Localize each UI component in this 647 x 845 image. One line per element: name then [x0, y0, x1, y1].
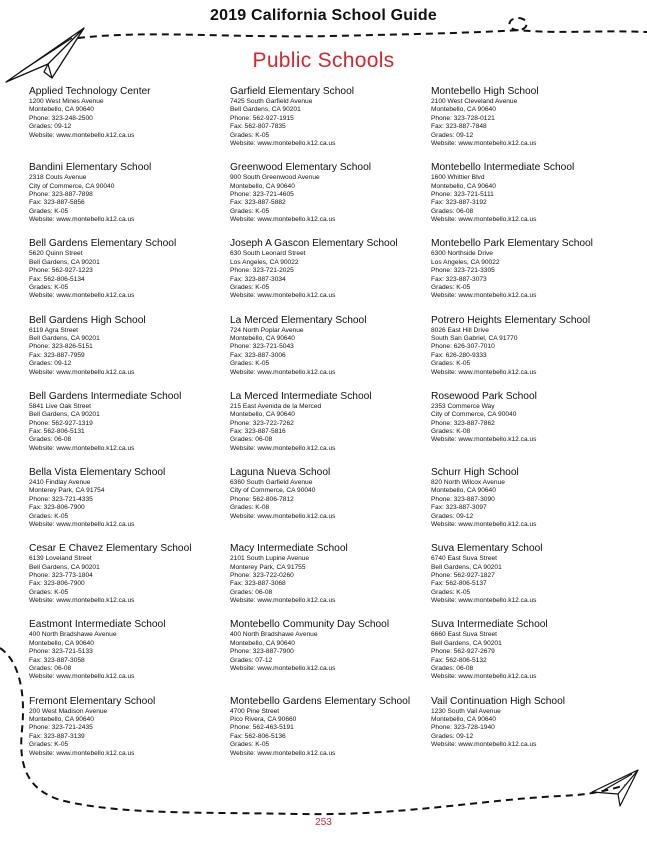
school-name: Bell Gardens Intermediate School [29, 390, 182, 402]
school-phone: Phone: 323-721-4335 [29, 495, 93, 503]
school-entry [29, 391, 229, 467]
school-phone: Phone: 323-887-7862 [431, 419, 495, 427]
school-city: Bell Gardens, CA 90201 [230, 106, 301, 114]
school-address: 6360 South Garfield Avenue [230, 478, 313, 486]
school-city: Montebello, CA 90640 [230, 411, 295, 419]
school-city: Montebello, CA 90640 [230, 334, 295, 342]
school-address: 4700 Pine Street [230, 707, 280, 715]
school-address: 820 North Wilcox Avenue [431, 478, 505, 486]
school-website: Website: www.montebello.k12.ca.us [29, 216, 135, 224]
school-entry [29, 696, 229, 772]
school-website: Website: www.montebello.k12.ca.us [230, 749, 336, 757]
school-name: Montebello Park Elementary School [431, 238, 593, 250]
school-phone: Phone: 323-721-2435 [29, 724, 93, 732]
school-address: 2410 Findlay Avenue [29, 478, 91, 486]
school-entry [230, 696, 430, 772]
school-phone: Phone: 562-927-1223 [29, 267, 93, 275]
school-address: 2353 Commerce Way [431, 402, 495, 410]
school-address: 5620 Quinn Street [29, 250, 83, 258]
school-website: Website: www.montebello.k12.ca.us [230, 140, 336, 148]
school-city: Montebello, CA 90640 [230, 639, 295, 647]
school-name: Bell Gardens High School [29, 314, 146, 326]
school-address: 5841 Live Oak Street [29, 402, 91, 410]
school-phone: Phone: 323-773-1804 [29, 571, 93, 579]
school-entry [431, 162, 631, 238]
school-name: Suva Elementary School [431, 543, 543, 555]
school-name: Applied Technology Center [29, 86, 151, 97]
school-fax: Fax: 323-887-3068 [230, 580, 286, 588]
school-city: Bell Gardens, CA 90201 [29, 258, 100, 266]
school-grades: Grades: 06-08 [230, 588, 273, 596]
school-entry [230, 391, 430, 467]
school-entry [29, 543, 229, 619]
school-city: Montebello, CA 90640 [431, 182, 496, 190]
school-entry [230, 86, 430, 162]
school-grades: Grades: 09-12 [29, 123, 72, 131]
school-name: Suva Intermediate School [431, 619, 548, 631]
school-phone: Phone: 323-728-1940 [431, 724, 495, 732]
school-name: Potrero Heights Elementary School [431, 314, 591, 326]
school-name: Montebello Intermediate School [431, 162, 575, 174]
school-fax: Fax: 562-806-5131 [29, 427, 85, 435]
school-city: City of Commerce, CA 90040 [431, 411, 517, 419]
school-phone: Phone: 323-721-5043 [230, 343, 294, 351]
school-address: 2101 South Lupine Avenue [230, 555, 310, 563]
school-fax: Fax: 562-807-7835 [230, 123, 286, 131]
school-city: South San Gabriel, CA 91770 [431, 334, 518, 342]
school-fax: Fax: 562-806-5134 [29, 275, 85, 283]
school-address: 1230 South Vail Avenue [431, 707, 501, 715]
school-phone: Phone: 562-927-1915 [230, 114, 294, 122]
school-phone: Phone: 323-728-0121 [431, 114, 495, 122]
school-entry [29, 619, 229, 695]
school-address: 724 North Poplar Avenue [230, 326, 304, 334]
school-fax: Fax: 323-887-7848 [431, 123, 487, 131]
school-column-1 [29, 86, 229, 772]
school-address: 200 West Madison Avenue [29, 707, 108, 715]
school-website: Website: www.montebello.k12.ca.us [431, 520, 537, 528]
school-website: Website: www.montebello.k12.ca.us [29, 673, 135, 681]
school-grades: Grades: K-08 [230, 504, 270, 512]
school-phone: Phone: 562-463-5191 [230, 724, 294, 732]
school-grades: Grades: 06-08 [431, 664, 474, 672]
school-name: Bell Gardens Elementary School [29, 238, 177, 250]
school-address: 6740 East Suva Street [431, 555, 497, 563]
school-name: Vail Continuation High School [431, 695, 566, 707]
school-address: 6139 Loveland Street [29, 555, 92, 563]
school-grades: Grades: 09-12 [29, 360, 72, 368]
school-fax: Fax: 323-887-3058 [29, 656, 85, 664]
school-city: Bell Gardens, CA 90201 [29, 563, 100, 571]
section-title: Public Schools [252, 49, 395, 72]
school-website: Website: www.montebello.k12.ca.us [29, 131, 135, 139]
school-name: Rosewood Park School [431, 390, 537, 402]
school-name: La Merced Intermediate School [230, 390, 372, 402]
school-grades: Grades: K-05 [230, 207, 270, 215]
school-city: Montebello, CA 90640 [431, 715, 496, 723]
school-phone: Phone: 323-721-2025 [230, 267, 294, 275]
school-name: Montebello High School [431, 86, 539, 97]
school-phone: Phone: 323-887-7900 [230, 648, 294, 656]
school-fax: Fax: 323-887-3192 [431, 199, 487, 207]
school-grades: Grades: 07-12 [230, 656, 273, 664]
school-fax: Fax: 626-280-9333 [431, 351, 487, 359]
school-website: Website: www.montebello.k12.ca.us [431, 140, 537, 148]
school-website: Website: www.montebello.k12.ca.us [230, 368, 336, 376]
school-website: Website: www.montebello.k12.ca.us [431, 292, 537, 300]
school-name: Schurr High School [431, 466, 519, 478]
school-phone: Phone: 323-248-2500 [29, 114, 93, 122]
school-city: City of Commerce, CA 90040 [29, 182, 115, 190]
school-city: Montebello, CA 90640 [431, 487, 496, 495]
school-grades: Grades: K-05 [431, 284, 471, 291]
school-fax: Fax: 323-887-3006 [230, 351, 286, 359]
school-name: Montebello Community Day School [230, 619, 390, 631]
school-phone: Phone: 323-721-3305 [431, 267, 495, 275]
school-entry [29, 315, 229, 391]
school-grades: Grades: K-05 [29, 741, 69, 749]
school-website: Website: www.montebello.k12.ca.us [230, 664, 336, 672]
school-phone: Phone: 323-721-5133 [29, 648, 93, 656]
school-website: Website: www.montebello.k12.ca.us [230, 512, 336, 520]
school-grades: Grades: 06-08 [230, 436, 273, 444]
school-grades: Grades: 06-08 [29, 436, 72, 444]
school-entry [29, 86, 229, 162]
school-grades: Grades: K-05 [230, 284, 270, 291]
school-phone: Phone: 562-806-7812 [230, 495, 294, 503]
school-fax: Fax: 323-887-7959 [29, 351, 85, 359]
school-entry [431, 238, 631, 314]
school-phone: Phone: 323-722-0260 [230, 571, 294, 579]
school-entry [29, 467, 229, 543]
school-phone: Phone: 626-307-7010 [431, 343, 495, 351]
school-grades: Grades: 09-12 [431, 131, 474, 139]
school-city: Montebello, CA 90640 [29, 106, 94, 114]
school-column-3 [431, 86, 631, 772]
school-phone: Phone: 323-721-5111 [431, 191, 494, 198]
school-phone: Phone: 323-887-7898 [29, 191, 93, 198]
school-city: Los Angeles, CA 90022 [431, 258, 500, 266]
school-website: Website: www.montebello.k12.ca.us [431, 741, 537, 749]
school-grades: Grades: K-05 [431, 360, 471, 368]
school-grades: Grades: 06-08 [29, 664, 72, 672]
school-website: Website: www.montebello.k12.ca.us [230, 292, 336, 300]
school-address: 630 South Leonard Street [230, 250, 306, 258]
school-entry [29, 162, 229, 238]
school-city: Montebello, CA 90640 [29, 715, 94, 723]
school-fax: Fax: 323-887-3097 [431, 504, 487, 512]
school-entry [230, 162, 430, 238]
school-entry [431, 619, 631, 695]
school-entry [29, 238, 229, 314]
school-address: 900 South Greenwood Avenue [230, 174, 320, 182]
paper-plane-small-icon [592, 770, 638, 806]
school-city: Monterey Park, CA 91755 [230, 563, 306, 571]
school-website: Website: www.montebello.k12.ca.us [29, 368, 135, 376]
school-fax: Fax: 323-887-5816 [230, 427, 286, 435]
school-entry [431, 543, 631, 619]
school-grades: Grades: 09-12 [431, 732, 474, 740]
school-name: Macy Intermediate School [230, 543, 348, 555]
school-city: Bell Gardens, CA 90201 [431, 639, 502, 647]
school-fax: Fax: 323-887-3139 [29, 732, 85, 740]
school-name: Joseph A Gascon Elementary School [230, 238, 398, 250]
school-city: Montebello, CA 90640 [29, 639, 94, 647]
guide-title: 2019 California School Guide [210, 7, 437, 24]
school-name: Greenwood Elementary School [230, 162, 372, 174]
school-grades: Grades: K-05 [29, 512, 69, 520]
school-address: 7425 South Garfield Avenue [230, 98, 313, 105]
school-website: Website: www.montebello.k12.ca.us [29, 444, 135, 452]
school-city: Montebello, CA 90640 [431, 106, 496, 114]
school-website: Website: www.montebello.k12.ca.us [431, 368, 537, 376]
school-entry [230, 238, 430, 314]
school-phone: Phone: 323-721-4605 [230, 191, 294, 198]
school-phone: Phone: 562-927-1827 [431, 571, 495, 579]
school-website: Website: www.montebello.k12.ca.us [230, 216, 336, 224]
school-address: 6300 Northside Drive [431, 250, 493, 258]
school-city: Los Angeles, CA 90022 [230, 258, 299, 266]
school-website: Website: www.montebello.k12.ca.us [29, 749, 135, 757]
school-entry [230, 619, 430, 695]
school-address: 215 East Avenida de la Merced [230, 402, 322, 410]
school-address: 400 North Bradshawe Avenue [230, 631, 318, 639]
school-phone: Phone: 323-826-5151 [29, 343, 93, 351]
school-city: Bell Gardens, CA 90201 [29, 334, 100, 342]
school-name: Montebello Gardens Elementary School [230, 695, 411, 707]
school-fax: Fax: 323-806-7900 [29, 580, 85, 588]
school-website: Website: www.montebello.k12.ca.us [431, 597, 537, 605]
page-number: 253 [315, 817, 332, 828]
school-fax: Fax: 323-887-5882 [230, 199, 286, 207]
school-website: Website: www.montebello.k12.ca.us [230, 444, 336, 452]
school-city: City of Commerce, CA 90040 [230, 487, 316, 495]
school-grades: Grades: K-05 [29, 207, 69, 215]
school-entry [230, 543, 430, 619]
school-website: Website: www.montebello.k12.ca.us [29, 292, 135, 300]
school-grades: Grades: K-08 [431, 427, 471, 435]
school-website: Website: www.montebello.k12.ca.us [431, 436, 537, 444]
school-grades: Grades: K-05 [230, 741, 270, 749]
school-website: Website: www.montebello.k12.ca.us [29, 597, 135, 605]
school-name: Laguna Nueva School [230, 466, 331, 478]
school-address: 6119 Agra Street [29, 326, 78, 334]
school-address: 2100 West Cleveland Avenue [431, 98, 518, 105]
school-grades: Grades: 09-12 [431, 512, 474, 520]
school-entry [431, 315, 631, 391]
school-fax: Fax: 323-887-3034 [230, 275, 286, 283]
school-city: Bell Gardens, CA 90201 [431, 563, 502, 571]
school-grades: Grades: K-05 [230, 360, 270, 368]
school-address: 6660 East Suva Street [431, 631, 497, 639]
school-address: 1200 West Mines Avenue [29, 98, 104, 105]
school-grades: Grades: K-05 [230, 131, 270, 139]
school-entry [431, 86, 631, 162]
school-entry [230, 315, 430, 391]
school-fax: Fax: 562-806-5136 [230, 732, 286, 740]
school-grades: Grades: K-05 [29, 588, 69, 596]
school-website: Website: www.montebello.k12.ca.us [431, 673, 537, 681]
school-website: Website: www.montebello.k12.ca.us [431, 216, 537, 224]
school-fax: Fax: 562-806-5137 [431, 580, 487, 588]
school-city: Montebello, CA 90640 [230, 182, 295, 190]
school-address: 400 North Bradshawe Avenue [29, 631, 117, 639]
school-entry [230, 467, 430, 543]
school-city: Pico Rivera, CA 90660 [230, 715, 297, 723]
school-entry [431, 696, 631, 772]
school-fax: Fax: 562-806-5132 [431, 656, 487, 664]
school-name: Cesar E Chavez Elementary School [29, 543, 192, 555]
school-entry [431, 467, 631, 543]
school-address: 8026 East Hill Drive [431, 326, 489, 334]
school-fax: Fax: 323-806-7900 [29, 504, 85, 512]
school-phone: Phone: 323-722-7262 [230, 419, 294, 427]
school-website: Website: www.montebello.k12.ca.us [29, 520, 135, 528]
school-name: Bandini Elementary School [29, 162, 152, 174]
school-name: La Merced Elementary School [230, 314, 367, 326]
school-column-2 [230, 86, 430, 772]
school-name: Garfield Elementary School [230, 86, 355, 97]
school-grades: Grades: 06-08 [431, 207, 474, 215]
school-city: Bell Gardens, CA 90201 [29, 411, 100, 419]
school-name: Eastmont Intermediate School [29, 619, 166, 631]
school-grades: Grades: K-05 [29, 284, 69, 291]
school-phone: Phone: 562-927-1319 [29, 419, 93, 427]
school-phone: Phone: 562-927-2679 [431, 648, 495, 656]
school-fax: Fax: 323-887-3073 [431, 275, 487, 283]
school-website: Website: www.montebello.k12.ca.us [230, 597, 336, 605]
school-grades: Grades: K-05 [431, 588, 471, 596]
school-phone: Phone: 323-887-3090 [431, 495, 495, 503]
school-city: Monterey Park, CA 91754 [29, 487, 105, 495]
school-address: 2318 Couts Avenue [29, 174, 87, 182]
school-name: Bella Vista Elementary School [29, 466, 166, 478]
school-name: Fremont Elementary School [29, 695, 156, 707]
school-address: 1600 Whittier Blvd [431, 174, 485, 182]
school-fax: Fax: 323-887-5856 [29, 199, 85, 207]
school-entry [431, 391, 631, 467]
